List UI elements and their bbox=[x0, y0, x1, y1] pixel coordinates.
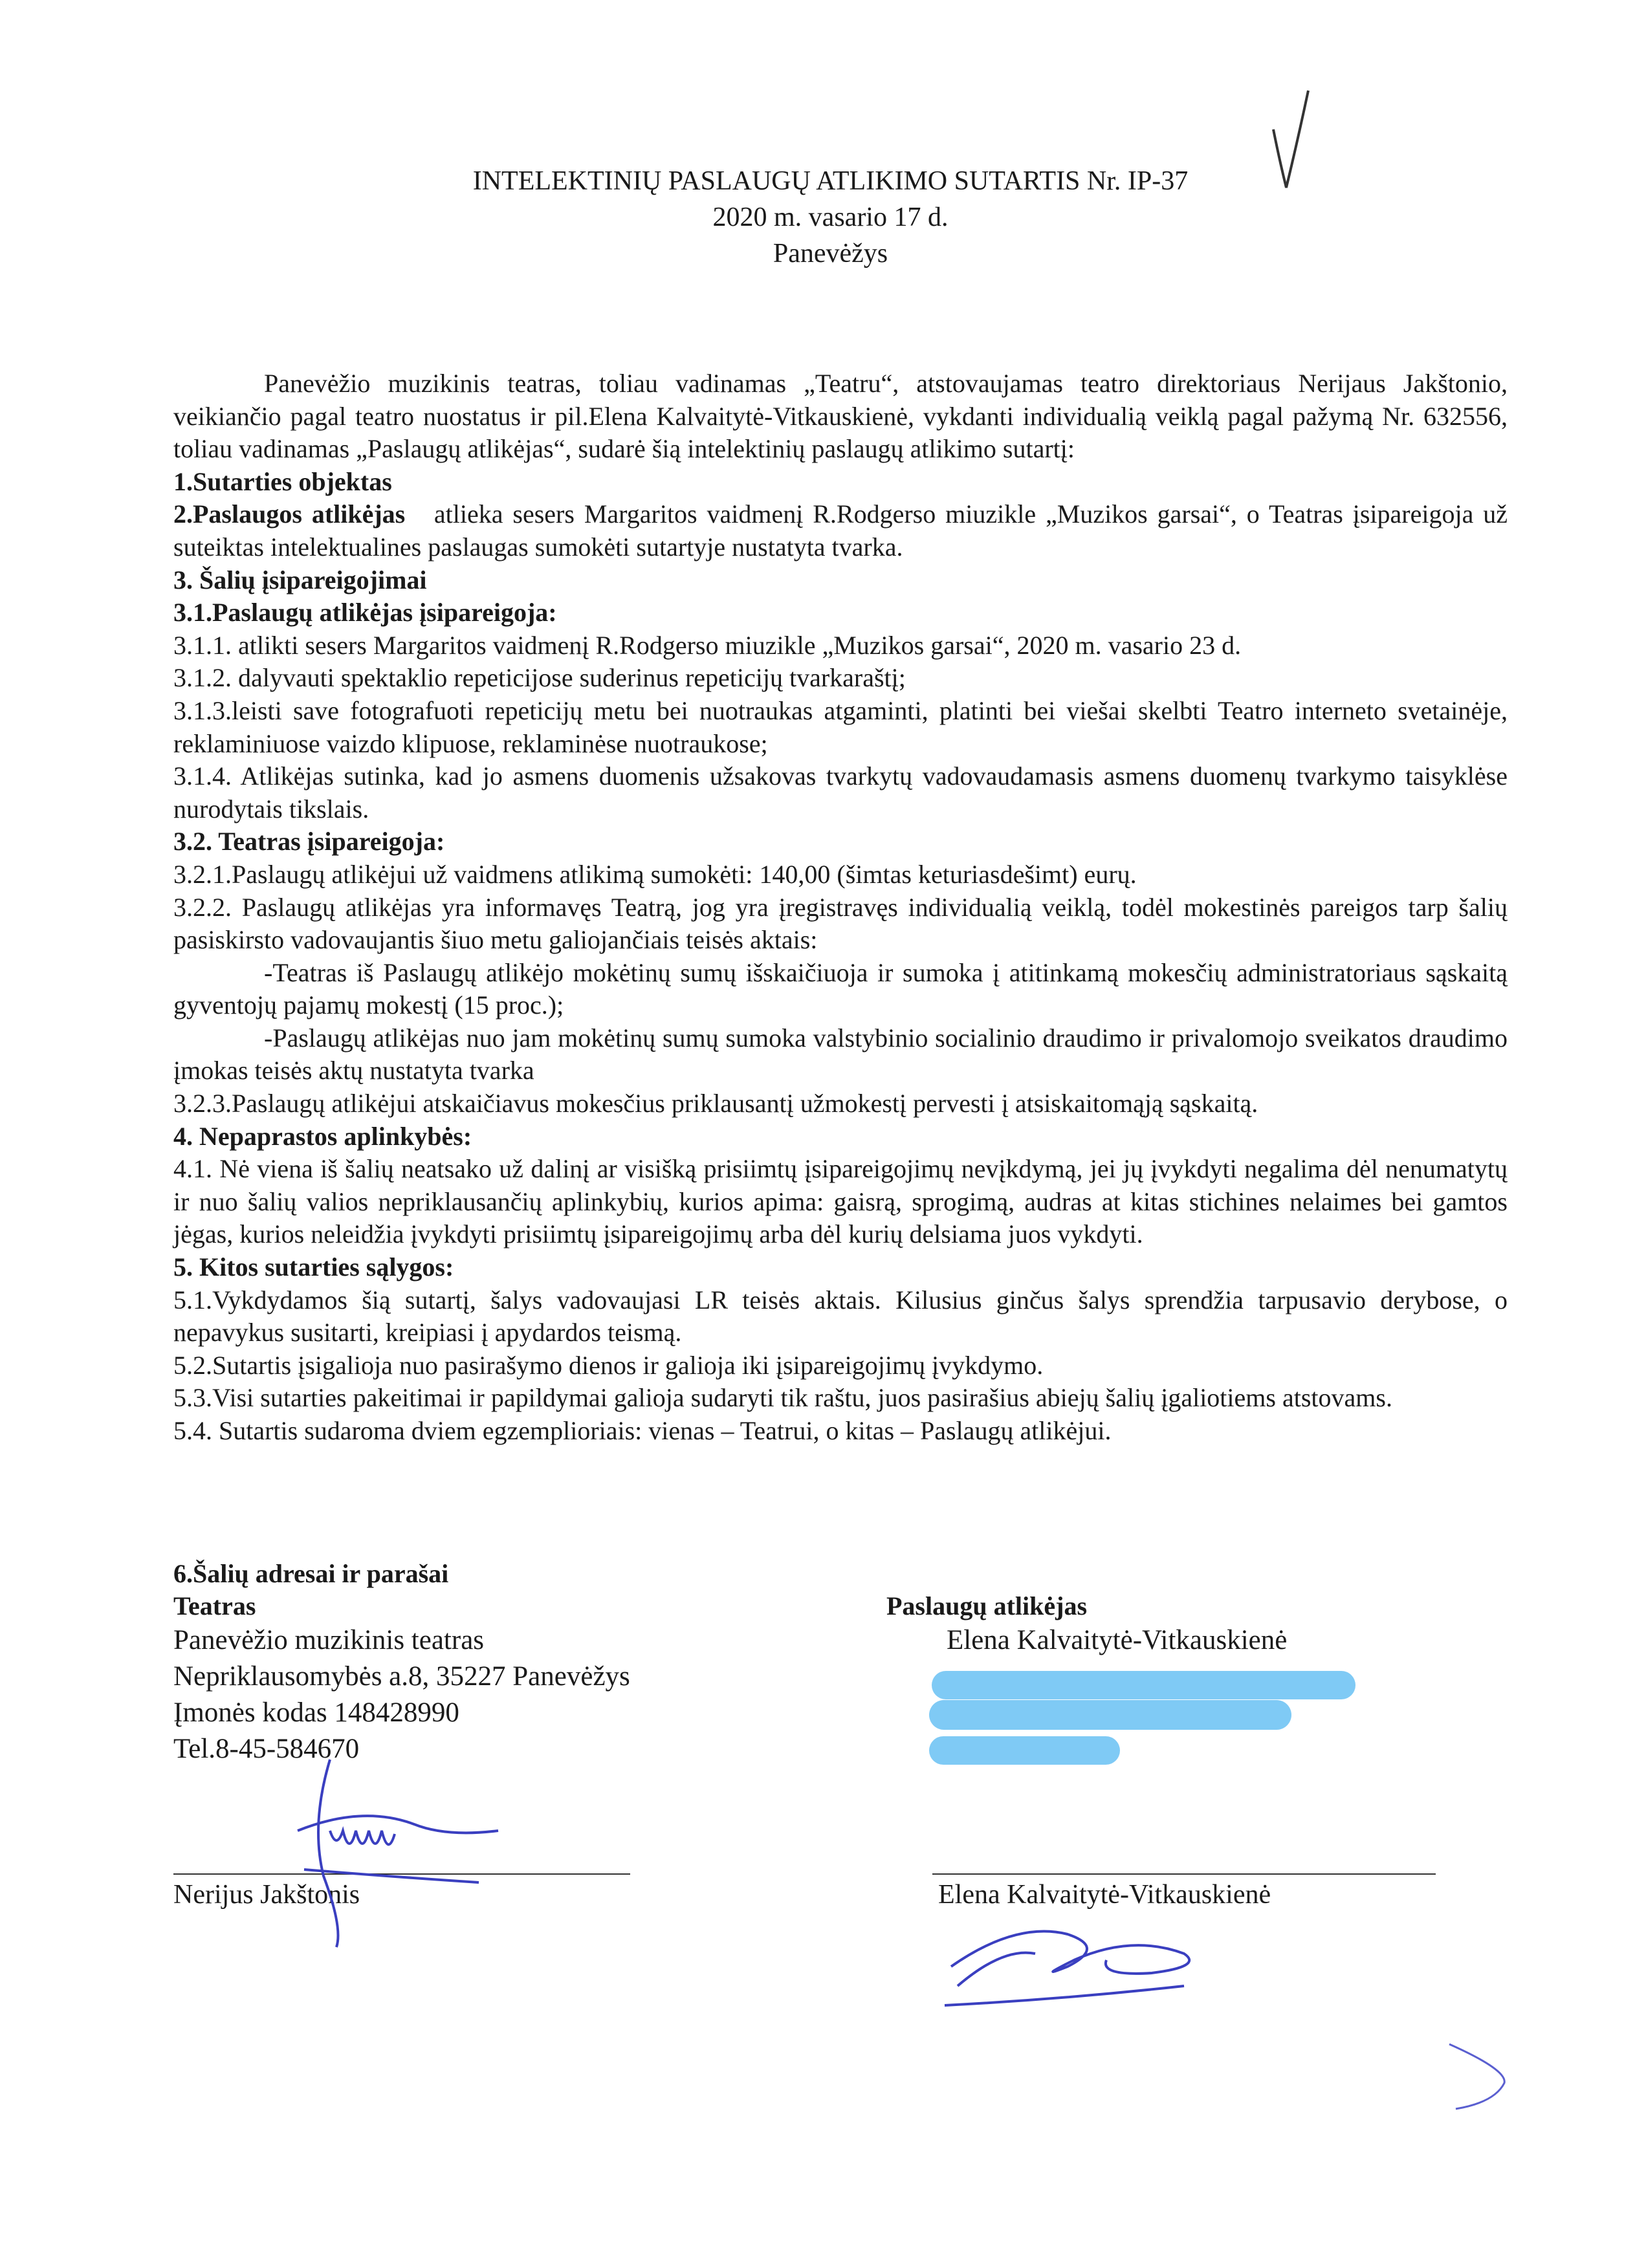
performer-details bbox=[886, 1590, 1287, 1659]
clause-3-2-2: 3.2.2. Paslaugų atlikėjas yra informavęs Teatrą, jog yra įregistravęs individualią veiklą, todėl mokestinės pareigos tarp šalių pasiskirsto vadovaujantis šiuo metu galiojančiais teisės aktais: bbox=[173, 892, 1508, 955]
performer-signatory: Elena Kalvaitytė-Vitkauskienė bbox=[938, 1880, 1271, 1910]
section-4-heading: 4. Nepaprastos aplinkybės: bbox=[173, 1121, 472, 1151]
clause-5-1: 5.1.Vykdydamos šią sutartį, šalys vadovaujasi LR teisės aktais. Kilusius ginčus šalys sprendžia tarpusavio derybose, o nepavykus susitarti, kreipiasi į apydardos teismą. bbox=[173, 1285, 1508, 1347]
theatre-address: Nepriklausomybės a.8, 35227 Panevėžys bbox=[173, 1661, 630, 1692]
clause-3-2-2-b: -Paslaugų atlikėjas nuo jam mokėtinų sumų sumoka valstybinio socialinio draudimo ir privalomojo sveikatos draudimo įmokas teisės aktų nustatyta tvarka bbox=[173, 1023, 1508, 1085]
theatre-details bbox=[173, 1558, 630, 1767]
clause-3-1-1: 3.1.1. atlikti sesers Margaritos vaidmenį R.Rodgerso miuzikle „Muzikos garsai“, 2020 m. vasario 23 d. bbox=[173, 630, 1242, 660]
contract-body bbox=[173, 367, 1508, 1448]
theatre-code: Įmonės kodas 148428990 bbox=[173, 1697, 459, 1728]
document-date: 2020 m. vasario 17 d. bbox=[712, 202, 949, 232]
clause-3-2-3: 3.2.3.Paslaugų atlikėjui atskaičiavus mokesčius priklausantį užmokestį pervesti į atsiskaitomąją sąskaitą. bbox=[173, 1089, 1258, 1118]
clause-5-3: 5.3.Visi sutarties pakeitimai ir papildymai galioja sudaryti tik raštu, juos pasirašius abiejų šalių įgaliotiems atstovams. bbox=[173, 1383, 1392, 1413]
performer-label: Paslaugų atlikėjas bbox=[886, 1591, 1088, 1620]
document-place: Panevėžys bbox=[773, 239, 888, 268]
section-2-text: atlieka sesers Margaritos vaidmenį R.Rodgerso miuzikle „Muzikos garsai“, o Teatras įsipareigoja už suteiktas intelektualines paslaugas sumokėti sutartyje nustatyta tvarka. bbox=[173, 499, 1508, 562]
clause-3-2-1: 3.2.1.Paslaugų atlikėjui už vaidmens atlikimą sumokėti: 140,00 (šimtas keturiasdešimt) eurų. bbox=[173, 859, 1137, 889]
section-5-heading: 5. Kitos sutarties sąlygos: bbox=[173, 1252, 454, 1282]
clause-3-1-2: 3.1.2. dalyvauti spektaklio repeticijose suderinus repeticijų tvarkaraštį; bbox=[173, 663, 906, 693]
redaction bbox=[929, 1700, 1291, 1730]
section-3-1-heading: 3.1.Paslaugų atlikėjas įsipareigoja: bbox=[173, 598, 557, 627]
performer-name: Elena Kalvaitytė-Vitkauskienė bbox=[947, 1625, 1288, 1655]
section-1-heading: 1.Sutarties objektas bbox=[173, 466, 392, 496]
theatre-signatory: Nerijus Jakštonis bbox=[173, 1880, 360, 1910]
clause-3-1-3: 3.1.3.leisti save fotografuoti repeticijų metu bei nuotraukas atgaminti, platinti bei viešai skelbti Teatro interneto svetainėje, reklaminiuose vaizdo klipuose, reklaminėse nuotraukose; bbox=[173, 695, 1508, 758]
clause-5-2: 5.2.Sutartis įsigalioja nuo pasirašymo dienos ir galioja iki įsipareigojimų įvykdymo. bbox=[173, 1350, 1044, 1380]
section-3-2-heading: 3.2. Teatras įsipareigoja: bbox=[173, 827, 445, 856]
document-title: INTELEKTINIŲ PASLAUGŲ ATLIKIMO SUTARTIS Nr. IP-37 bbox=[472, 166, 1189, 196]
theatre-phone: Tel.8-45-584670 bbox=[173, 1734, 360, 1764]
corner-mark bbox=[1449, 2044, 1514, 2115]
theatre-label: Teatras bbox=[173, 1591, 256, 1620]
performer-signature bbox=[938, 1895, 1236, 2025]
theatre-name: Panevėžio muzikinis teatras bbox=[173, 1625, 485, 1655]
clause-5-4: 5.4. Sutartis sudaroma dviem egzemplioriais: vienas – Teatrui, o kitas – Paslaugų atlikėjui. bbox=[173, 1416, 1112, 1445]
clause-3-1-4: 3.1.4. Atlikėjas sutinka, kad jo asmens duomenis užsakovas tvarkytų vadovaudamasis asmens duomenų tvarkymo taisyklėse nurodytais tikslais. bbox=[173, 761, 1508, 823]
section-2-heading: 2.Paslaugos atlikėjas bbox=[173, 499, 406, 529]
clause-3-2-2-a: -Teatras iš Paslaugų atlikėjo mokėtinų sumų išskaičiuoja ir sumoka į atitinkamą mokesčių administratoriaus sąskaitą gyventojų pajamų mokestį (15 proc.); bbox=[173, 957, 1508, 1020]
section-2 bbox=[173, 498, 1508, 563]
document-header bbox=[0, 163, 1635, 272]
intro-paragraph: Panevėžio muzikinis teatras, toliau vadinamas „Teatru“, atstovaujamas teatro direktoriaus Nerijaus Jakštonio, veikiančio pagal teatro nuostatus ir pil.Elena Kalvaitytė-Vitkauskienė, vykdanti individualią veiklą pagal pažymą Nr. 632556, toliau vadinamas „Paslaugų atlikėjas“, sudarė šią intelektinių paslaugų atlikimo sutartį: bbox=[173, 369, 1508, 464]
signature-line-performer bbox=[932, 1873, 1436, 1875]
redaction bbox=[929, 1736, 1120, 1765]
section-3-heading: 3. Šalių įsipareigojimai bbox=[173, 565, 427, 594]
clause-4-1: 4.1. Nė viena iš šalių neatsako už dalinį ar visišką prisiimtų įsipareigojimų nevįkdymą, jei jų įvykdyti negalima dėl nenumatytų ir nuo šalių valios nepriklausančių aplinkybių, kurios apima: gaisrą, sprogimą, audras at kitas stichines nelaimes bei gamtos jėgas, kurios neleidžia įvykdyti prisiimtų įsipareigojimų arba dėl kurių delsiama juos vykdyti. bbox=[173, 1154, 1508, 1249]
parties-heading: 6.Šalių adresai ir parašai bbox=[173, 1559, 449, 1588]
redaction bbox=[932, 1671, 1355, 1699]
theatre-signature bbox=[285, 1747, 518, 1954]
